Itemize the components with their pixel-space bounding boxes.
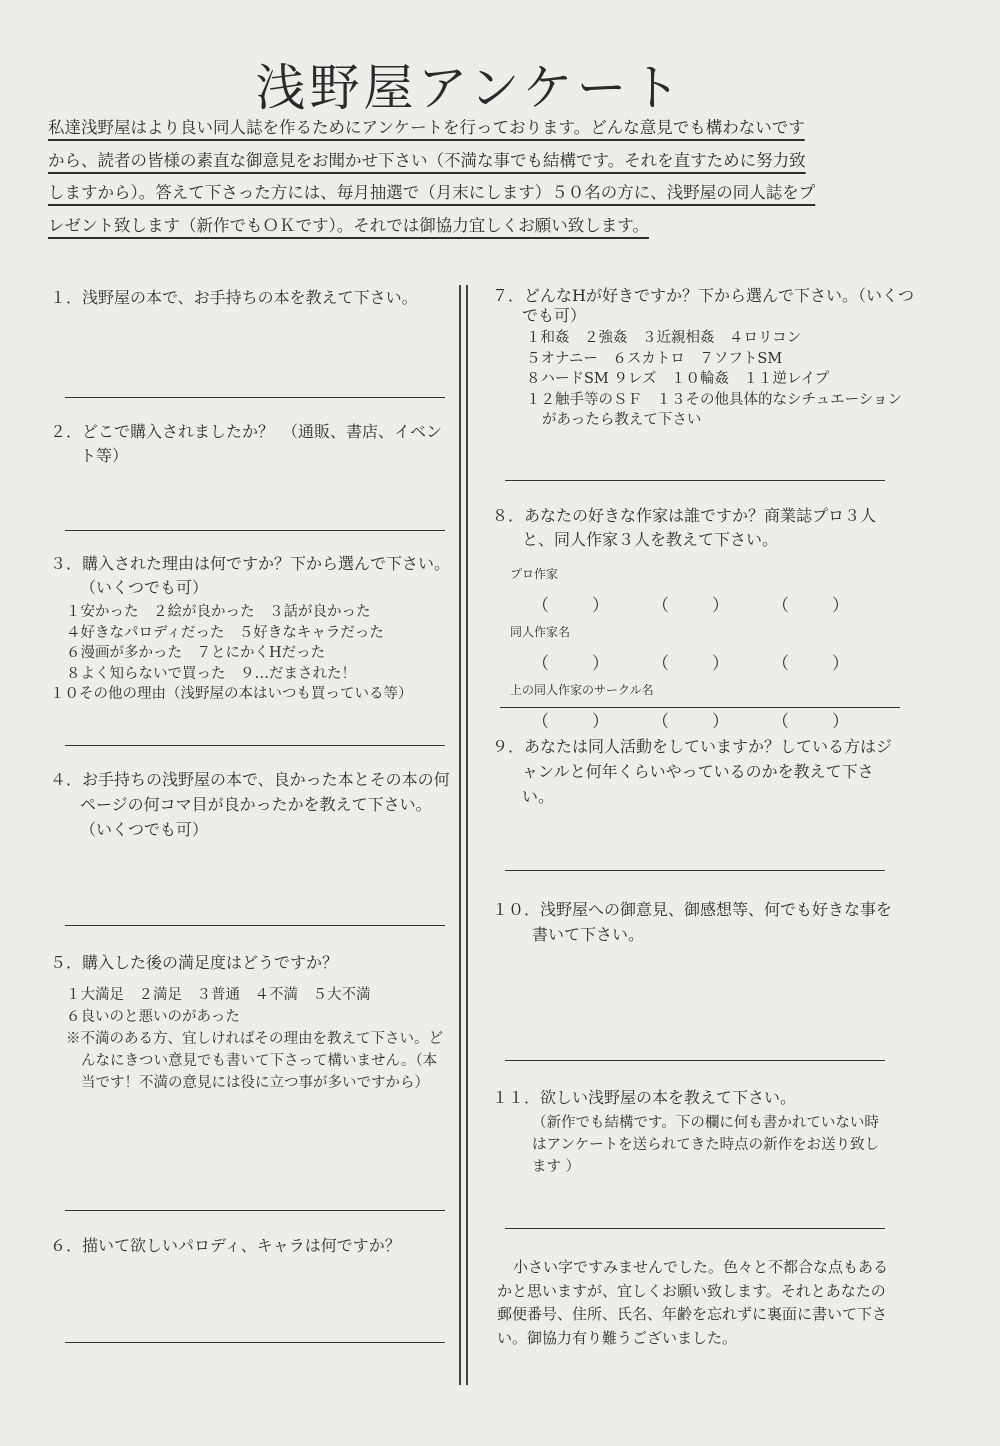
question-11-note: （新作でも結構です。下の欄に何も書かれていない時はアンケートを送られてきた時点の新作をお送り致します ）	[532, 1115, 880, 1175]
answer-line-2[interactable]	[65, 530, 445, 531]
circle-name-label: 上の同人作家のサークル名	[510, 683, 654, 697]
option-line: ４好きなパロディだった ５好きなキャラだった	[66, 624, 384, 641]
intro-line: レゼント致します（新作でもＯＫです）。それでは御協力宜しくお願い致します。	[48, 215, 649, 235]
question-4	[50, 767, 455, 842]
answer-line-6[interactable]	[65, 1342, 445, 1343]
paren: ）	[712, 654, 729, 674]
paren: ）	[832, 654, 849, 674]
paren: （	[532, 712, 549, 732]
question-9	[492, 734, 897, 809]
answer-line-7[interactable]	[505, 480, 885, 481]
answer-line-8[interactable]	[500, 707, 900, 708]
question-6	[50, 1234, 460, 1258]
pro-author-fields[interactable]	[532, 594, 892, 618]
intro-line: 私達浅野屋はより良い同人誌を作るためにアンケートを行っております。どんな意見でも構わないです	[48, 118, 805, 137]
option-line: ８よく知らないで買った ９…だまされた！	[66, 665, 356, 682]
option-line: ６漫画が多かった ７とにかくHだった	[66, 645, 326, 661]
question-text: １．浅野屋の本で、お手持ちの本を教えて下さい。	[50, 288, 418, 307]
answer-line-11[interactable]	[505, 1228, 885, 1229]
doujin-author-label: 同人作家名	[510, 625, 571, 639]
question-8	[492, 504, 897, 734]
question-text: ９．あなたは同人活動をしていますか？している方はジャンルと何年くらいやっているのかを教えて下さい。	[492, 737, 893, 806]
question-text: ６．描いて欲しいパロディ、キャラは何ですか？	[50, 1236, 401, 1255]
option-line: １安かった ２絵が良かった ３話が良かった	[66, 604, 371, 620]
paren: （	[652, 712, 669, 732]
option-line: １和姦 ２強姦 ３近親相姦 ４ロリコン	[526, 330, 802, 346]
circle-name-fields[interactable]	[532, 710, 892, 734]
intro-line: しますから）。答えて下さった方には、毎月抽選で（月末にします）５０名の方に、浅野屋の同人誌をプ	[48, 183, 816, 202]
paren: （	[652, 596, 669, 616]
option-line: １０その他の理由（浅野屋の本はいつも買っている等）	[50, 686, 413, 702]
dissatisfaction-note: ※不満のある方、宜しければその理由を教えて下さい。どんなにきつい意見でも書いて下さって構いません。（本当です！不満の意見には役に立つ事が多いですから）	[66, 1031, 443, 1091]
answer-line-9[interactable]	[505, 870, 885, 871]
question-text: ５．購入した後の満足度はどうですか？	[50, 953, 339, 972]
question-text: ３．購入された理由は何ですか？下から選んで下さい。（いくつでも可）	[50, 554, 451, 597]
question-text: ７．どんなHが好きですか？下から選んで下さい。（いくつでも可）	[492, 286, 914, 325]
paren: ）	[712, 712, 729, 732]
question-text: ８．あなたの好きな作家は誰ですか？商業誌プロ３人と、同人作家３人を教えて下さい。	[492, 506, 877, 549]
intro-paragraph	[48, 112, 908, 242]
paren: ）	[592, 654, 609, 674]
question-11	[492, 1086, 897, 1178]
paren: （	[532, 596, 549, 616]
intro-line: から、読者の皆様の素直な御意見をお聞かせ下さい（不満な事でも結構です。それを直すために努力致	[48, 150, 806, 170]
question-text: １１．欲しい浅野屋の本を教えて下さい。	[492, 1088, 797, 1107]
question-text: ４．お手持ちの浅野屋の本で、良かった本とその本の何ページの何コマ目が良かったかを教えて下さい。（いくつでも可）	[50, 770, 450, 839]
doujin-author-fields[interactable]	[532, 652, 892, 676]
option-line: ６良いのと悪いのがあった	[66, 1009, 240, 1025]
answer-line-4[interactable]	[65, 925, 445, 926]
paren: ）	[832, 596, 849, 616]
paren: ）	[592, 596, 609, 616]
paren: （	[772, 596, 789, 616]
paren: ）	[592, 712, 609, 732]
column-divider	[459, 285, 468, 1385]
answer-line-5[interactable]	[65, 1210, 445, 1211]
answer-line-10[interactable]	[505, 1060, 885, 1061]
option-line: １大満足 ２満足 ３普通 ４不満 ５大不満	[66, 987, 371, 1003]
question-7	[492, 286, 914, 431]
option-line: ５オナニー ６スカトロ ７ソフトSM	[526, 350, 783, 367]
paren: ）	[832, 712, 849, 732]
closing-message: 小さい字ですみませんでした。色々と不都合な点もあるかと思いますが、宜しくお願い致します。それとあなたの郵便番号、住所、氏名、年齢を忘れずに裏面に書いて下さい。御協力有り難うございました。	[497, 1258, 889, 1347]
answer-line-3[interactable]	[65, 745, 445, 746]
paren: （	[772, 654, 789, 674]
option-line: ８ハードSM ９レズ １０輪姦 １１逆レイプ	[526, 371, 830, 387]
question-3	[50, 552, 455, 705]
option-line: １２触手等のＳＦ １３その他具体的なシチュエーションがあったら教えて下さい	[526, 391, 902, 428]
answer-line-1[interactable]	[65, 397, 445, 398]
question-10	[492, 897, 897, 947]
question-text: ２．どこで購入されましたか？ （通販、書店、イベント等）	[50, 422, 443, 465]
question-text: １０．浅野屋への御意見、御感想等、何でも好きな事を書いて下さい。	[492, 900, 893, 944]
pro-author-label: プロ作家	[510, 567, 559, 581]
question-2	[50, 420, 445, 468]
paren: （	[532, 654, 549, 674]
paren: ）	[712, 596, 729, 616]
paren: （	[772, 712, 789, 732]
paren: （	[652, 654, 669, 674]
page-title: 浅野屋アンケート	[255, 59, 685, 117]
question-1	[50, 286, 460, 310]
question-5	[50, 951, 460, 1094]
